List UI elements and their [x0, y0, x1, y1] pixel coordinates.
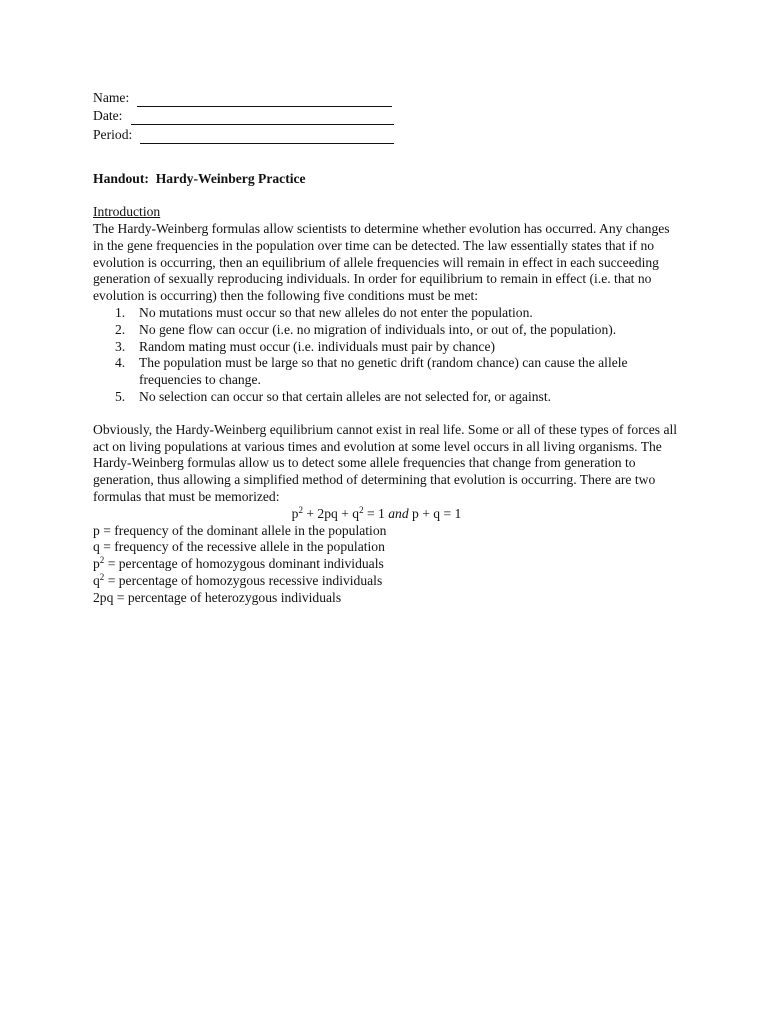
condition-text: The population must be large so that no genetic drift (random chance) can cause the allele frequencies to change. — [139, 355, 628, 388]
definition-q2-text: = percentage of homozygous recessive individuals — [104, 573, 383, 589]
period-blank-line[interactable] — [140, 130, 394, 144]
formula-and: and — [388, 505, 409, 521]
period-field-row — [93, 125, 683, 144]
definition-q: q = frequency of the recessive allele in the population — [93, 539, 385, 555]
condition-item — [115, 338, 683, 356]
conditions-list — [93, 305, 683, 406]
definition-p: p = frequency of the dominant allele in the population — [93, 522, 387, 538]
condition-item — [115, 321, 683, 339]
definition-p-squared — [93, 556, 683, 573]
date-label: Date: — [93, 108, 123, 124]
hardy-weinberg-formula — [93, 506, 683, 523]
definition-p2-exponent: 2 — [99, 555, 105, 566]
date-blank-line[interactable] — [131, 111, 394, 125]
condition-item — [115, 355, 683, 389]
name-field-row — [93, 88, 683, 107]
formula-p: p — [291, 505, 299, 521]
name-label: Name: — [93, 89, 130, 105]
name-blank-line[interactable] — [137, 93, 392, 107]
period-label: Period: — [93, 126, 133, 142]
formula-mid: + 2pq + q — [302, 505, 360, 521]
definition-p2-text: = percentage of homozygous dominant individuals — [104, 556, 384, 572]
definition-p2-base: p — [93, 556, 100, 572]
date-field-row — [93, 107, 683, 126]
formula-p-exponent: 2 — [298, 504, 303, 515]
condition-item — [115, 389, 683, 406]
condition-item — [115, 305, 683, 322]
formula-eq1: = 1 — [363, 505, 389, 521]
definition-q2-exponent: 2 — [99, 572, 105, 583]
condition-number: 1. — [115, 305, 126, 321]
condition-number: 3. — [115, 338, 126, 354]
evolution-paragraph: Obviously, the Hardy-Weinberg equilibrium cannot exist in real life. Some or all of these types of forces all act on living populations at various times and evolution at some level occurs in all living organisms. The Hardy-Weinberg formulas allow us to detect some allele frequencies that change from generation to generation, thus allowing a simplified method of determining that evolution is occurring. There are two formulas that must be memorized: — [93, 421, 678, 505]
condition-text: No selection can occur so that certain alleles are not selected for, or against. — [139, 389, 552, 405]
formula-second: p + q = 1 — [408, 505, 462, 521]
definition-q-squared — [93, 573, 683, 590]
definition-q2-base: q — [93, 573, 100, 589]
handout-title: Handout: Hardy-Weinberg Practice — [93, 170, 306, 186]
condition-text: No gene flow can occur (i.e. no migration of individuals into, or out of, the population). — [139, 321, 617, 337]
definition-2pq: 2pq = percentage of heterozygous individuals — [93, 589, 342, 605]
introduction-heading: Introduction — [93, 204, 161, 220]
condition-number: 5. — [115, 389, 126, 405]
condition-number: 2. — [115, 321, 126, 337]
definitions-list — [93, 523, 683, 607]
student-info-header — [93, 88, 683, 144]
handout-page — [93, 88, 683, 607]
condition-number: 4. — [115, 355, 126, 371]
condition-text: No mutations must occur so that new alleles do not enter the population. — [139, 305, 533, 321]
condition-text: Random mating must occur (i.e. individuals must pair by chance) — [139, 338, 495, 354]
formula-q-exponent: 2 — [359, 504, 364, 515]
introduction-paragraph: The Hardy-Weinberg formulas allow scientists to determine whether evolution has occurred. Any changes in the gene frequencies in the population over time can be detected. The law essentially states that if no evolution is occurring, then an equilibrium of allele frequencies will remain in effect in each succeeding generation of sexually reproducing individuals. In order for equilibrium to remain in effect (i.e. that no evolution is occurring) then the following five conditions must be met: — [93, 221, 670, 304]
